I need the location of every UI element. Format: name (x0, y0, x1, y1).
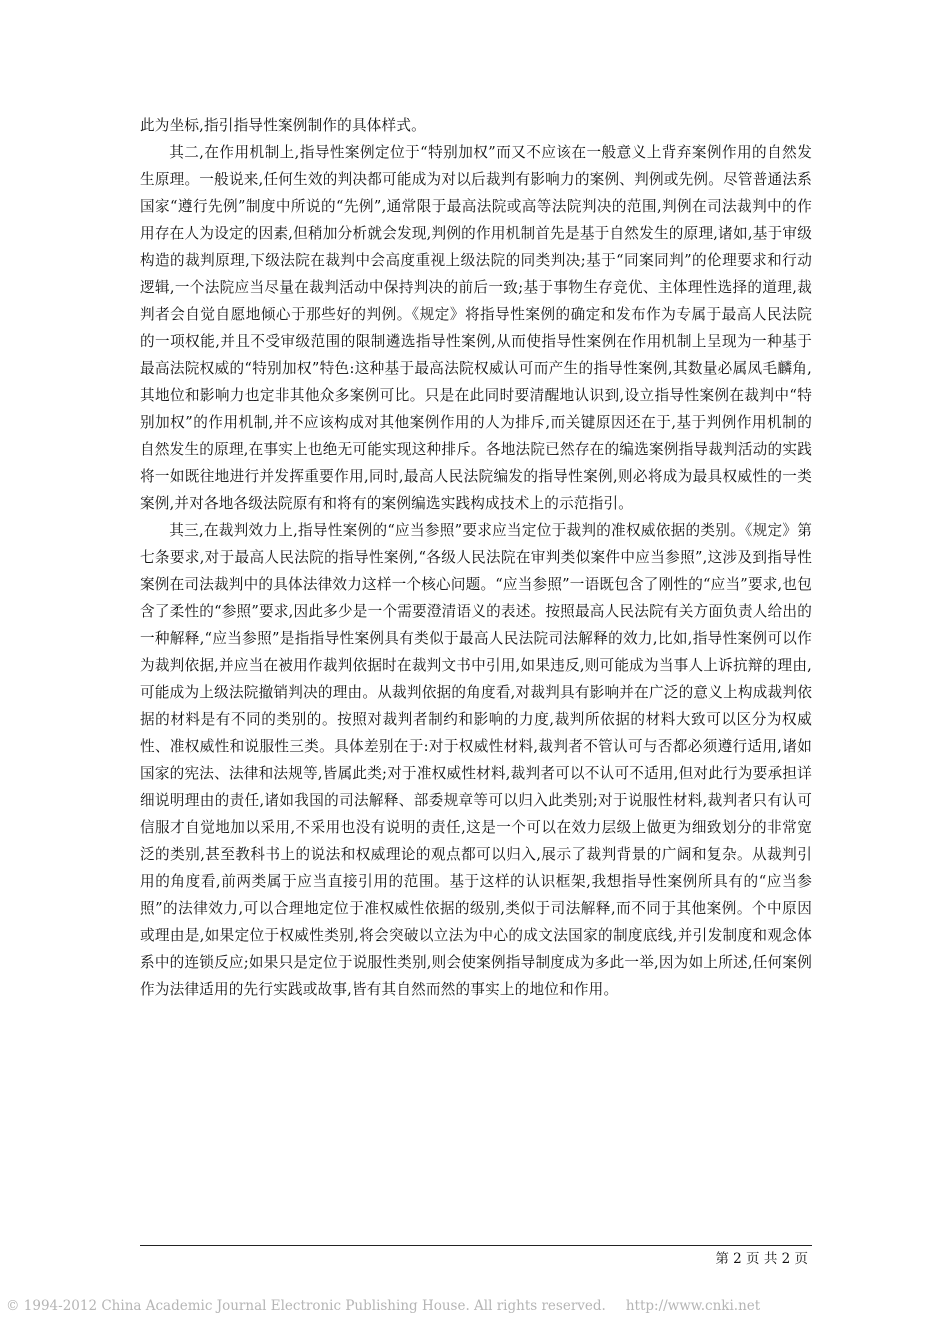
document-body (140, 112, 812, 1003)
paragraph-continuation: 此为坐标,指引指导性案例制作的具体样式。 (140, 117, 426, 134)
footer-divider (140, 1245, 812, 1246)
paragraph-point-three: 其三,在裁判效力上,指导性案例的“应当参照”要求应当定位于裁判的准权威依据的类别。《规定》第七条要求,对于最高人民法院的指导性案例,“各级人民法院在审判类似案件中应当参照”,这涉及到指导性案例在司法裁判中的具体法律效力这样一个核心问题。“应当参照”一语既包含了刚性的“应当”要求,也包含了柔性的“参照”要求,因此多少是一个需要澄清语义的表述。按照最高人民法院有关方面负责人给出的一种解释,“应当参照”是指指导性案例具有类似于最高人民法院司法解释的效力,比如,指导性案例可以作为裁判依据,并应当在被用作裁判依据时在裁判文书中引用,如果违反,则可能成为当事人上诉抗辩的理由,可能成为上级法院撤销判决的理由。从裁判依据的角度看,对裁判具有影响并在广泛的意义上构成裁判依据的材料是有不同的类别的。按照对裁判者制约和影响的力度,裁判所依据的材料大致可以区分为权威性、准权威性和说服性三类。具体差别在于:对于权威性材料,裁判者不管认可与否都必须遵行适用,诸如国家的宪法、法律和法规等,皆属此类;对于准权威性材料,裁判者可以不认可不适用,但对此行为要承担详细说明理由的责任,诸如我国的司法解释、部委规章等可以归入此类别;对于说服性材料,裁判者只有认可信服才自觉地加以采用,不采用也没有说明的责任,这是一个可以在效力层级上做更为细致划分的非常宽泛的类别,甚至教科书上的说法和权威理论的观点都可以归入,展示了裁判背景的广阔和复杂。从裁判引用的角度看,前两类属于应当直接引用的范围。基于这样的认识框架,我想指导性案例所具有的“应当参照”的法律效力,可以合理地定位于准权威性依据的级别,类似于司法解释,而不同于其他案例。个中原因或理由是,如果定位于权威性类别,将会突破以立法为中心的成文法国家的制度底线,并引发制度和观念体系中的连锁反应;如果只是定位于说服性类别,则会使案例指导制度成为多此一举,因为如上所述,任何案例作为法律适用的先行实践或故事,皆有其自然而然的事实上的地位和作用。 (140, 522, 813, 998)
paragraph-point-two: 其二,在作用机制上,指导性案例定位于“特别加权”而又不应该在一般意义上背弃案例作用的自然发生原理。一般说来,任何生效的判决都可能成为对以后裁判有影响力的案例、判例或先例。尽管普通法系国家“遵行先例”制度中所说的“先例”,通常限于最高法院或高等法院判决的范围,判例在司法裁判中的作用存在人为设定的因素,但稍加分析就会发现,判例的作用机制首先是基于自然发生的原理,诸如,基于审级构造的裁判原理,下级法院在裁判中会高度重视上级法院的同类判决;基于“同案同判”的伦理要求和行动逻辑,一个法院应当尽量在裁判活动中保持判决的前后一致;基于事物生存竞优、主体理性选择的道理,裁判者会自觉自愿地倾心于那些好的判例。《规定》将指导性案例的确定和发布作为专属于最高人民法院的一项权能,并且不受审级范围的限制遴选指导性案例,从而使指导性案例在作用机制上呈现为一种基于最高法院权威的“特别加权”特色:这种基于最高法院权威认可而产生的指导性案例,其数量必属凤毛麟角,其地位和影响力也定非其他众多案例可比。只是在此同时要清醒地认识到,设立指导性案例在裁判中“特别加权”的作用机制,并不应该构成对其他案例作用的人为排斥,而关键原因还在于,基于判例作用机制的自然发生的原理,在事实上也绝无可能实现这种排斥。各地法院已然存在的编选案例指导裁判活动的实践将一如既往地进行并发挥重要作用,同时,最高人民法院编发的指导性案例,则必将成为最具权威性的一类案例,并对各地各级法院原有和将有的案例编选实践构成技术上的示范指引。 (140, 144, 812, 512)
copyright-text: © 1994-2012 China Academic Journal Electronic Publishing House. All rights reserved. (6, 1298, 606, 1314)
cnki-url: http://www.cnki.net (625, 1298, 761, 1314)
copyright-watermark (6, 1296, 946, 1316)
page-number: 第 2 页 共 2 页 (715, 1251, 808, 1267)
